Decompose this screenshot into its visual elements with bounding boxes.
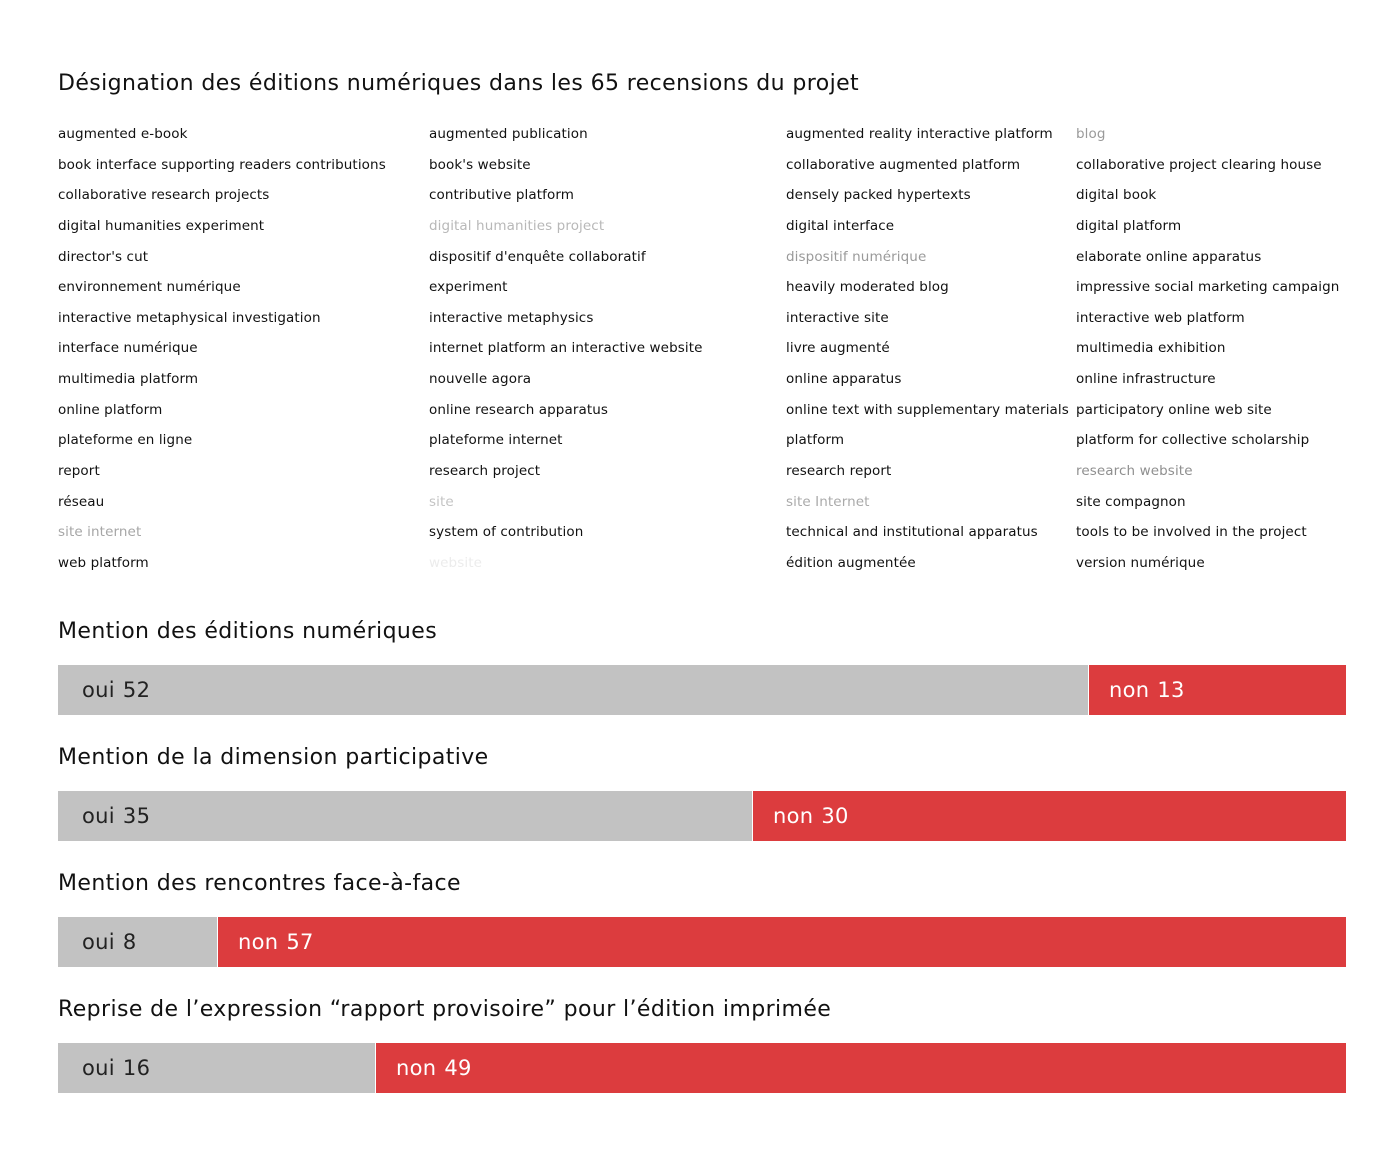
chart-3-oui-segment: [58, 917, 217, 967]
term-item: plateforme en ligne: [58, 432, 193, 449]
term-item: environnement numérique: [58, 279, 241, 296]
terms-column-3: [786, 124, 1069, 584]
term-item: interactive metaphysical investigation: [58, 309, 321, 326]
chart-1-non-name: non: [1109, 678, 1150, 702]
term-item: online platform: [58, 401, 163, 418]
term-item: nouvelle agora: [429, 371, 532, 388]
chart-2-title: Mention de la dimension participative: [58, 745, 489, 770]
chart-2-non-value: 30: [821, 804, 849, 828]
term-item: online text with supplementary materials: [786, 401, 1069, 418]
chart-1-non-segment: [1088, 665, 1346, 715]
term-item: report: [58, 463, 100, 480]
chart-2-oui-segment: [58, 791, 752, 841]
term-item: participatory online web site: [1076, 401, 1272, 418]
term-item: tools to be involved in the project: [1076, 524, 1307, 541]
chart-4-oui-name: oui: [82, 1056, 115, 1080]
term-item: website: [429, 554, 482, 571]
chart-4-non-value: 49: [444, 1056, 472, 1080]
term-item: collaborative research projects: [58, 187, 270, 204]
chart-4-oui-value: 16: [122, 1056, 151, 1080]
term-item: site Internet: [786, 493, 870, 510]
chart-3-non-value: 57: [286, 930, 314, 954]
term-item: interactive web platform: [1076, 309, 1245, 326]
chart-4-bar: [58, 1043, 1346, 1093]
terms-column-2: [429, 124, 703, 584]
chart-1-title: Mention des éditions numériques: [58, 619, 438, 644]
term-item: site: [429, 493, 454, 510]
term-item: online apparatus: [786, 371, 902, 388]
chart-2-bar: [58, 791, 1346, 841]
term-item: research project: [429, 463, 541, 480]
term-item: digital humanities experiment: [58, 217, 265, 234]
term-item: internet platform an interactive website: [429, 340, 703, 357]
term-item: online infrastructure: [1076, 371, 1216, 388]
term-item: impressive social marketing campaign: [1076, 279, 1340, 296]
term-item: digital humanities project: [429, 217, 605, 234]
term-item: collaborative project clearing house: [1076, 156, 1322, 173]
chart-1-non-value: 13: [1157, 678, 1185, 702]
term-item: heavily moderated blog: [786, 279, 949, 296]
term-item: contributive platform: [429, 187, 575, 204]
term-item: platform for collective scholarship: [1076, 432, 1310, 449]
term-item: interactive metaphysics: [429, 309, 594, 326]
term-item: site compagnon: [1076, 493, 1186, 510]
term-item: réseau: [58, 493, 105, 510]
chart-1-oui-name: oui: [82, 678, 115, 702]
term-item: research report: [786, 463, 892, 480]
chart-3-bar: [58, 917, 1346, 967]
chart-2-oui-name: oui: [82, 804, 115, 828]
chart-1-oui-segment: [58, 665, 1088, 715]
term-item: research website: [1076, 463, 1193, 480]
term-item: interface numérique: [58, 340, 198, 357]
chart-4-title: Reprise de l’expression “rapport provisoire” pour l’édition imprimée: [58, 997, 832, 1022]
term-item: book interface supporting readers contributions: [58, 156, 386, 173]
term-item: book's website: [429, 156, 531, 173]
term-item: digital platform: [1076, 217, 1182, 234]
chart-1-bar: [58, 665, 1346, 715]
term-item: platform: [786, 432, 845, 449]
term-item: version numérique: [1076, 554, 1205, 571]
term-item: technical and institutional apparatus: [786, 524, 1038, 541]
term-item: augmented e-book: [58, 126, 188, 142]
term-item: multimedia platform: [58, 371, 199, 388]
term-item: experiment: [429, 279, 508, 296]
term-item: digital interface: [786, 217, 895, 234]
chart-4-oui-segment: [58, 1043, 375, 1093]
term-item: blog: [1076, 126, 1106, 142]
terms-section-title: Désignation des éditions numériques dans les 65 recensions du projet: [58, 71, 860, 96]
term-item: system of contribution: [429, 524, 584, 541]
term-item: collaborative augmented platform: [786, 156, 1021, 173]
term-item: web platform: [58, 554, 149, 571]
term-item: dispositif d'enquête collaboratif: [429, 248, 646, 265]
chart-4-non-segment: [375, 1043, 1346, 1093]
term-item: elaborate online apparatus: [1076, 248, 1262, 265]
term-item: online research apparatus: [429, 401, 609, 418]
chart-3-oui-value: 8: [122, 930, 137, 954]
term-item: augmented reality interactive platform: [786, 126, 1053, 142]
term-item: densely packed hypertexts: [786, 187, 971, 204]
term-item: augmented publication: [429, 126, 588, 142]
term-item: digital book: [1076, 187, 1157, 204]
chart-3-oui-name: oui: [82, 930, 115, 954]
term-item: édition augmentée: [786, 554, 916, 571]
chart-2-non-segment: [752, 791, 1346, 841]
term-item: director's cut: [58, 248, 149, 265]
term-item: livre augmenté: [786, 340, 890, 357]
terms-column-1: [58, 124, 386, 584]
chart-2-oui-value: 35: [122, 804, 151, 828]
chart-3-non-segment: [217, 917, 1346, 967]
terms-column-4: [1076, 124, 1339, 584]
chart-2-non-name: non: [773, 804, 814, 828]
term-item: interactive site: [786, 309, 889, 326]
chart-3-title: Mention des rencontres face-à-face: [58, 871, 461, 896]
chart-1-oui-value: 52: [122, 678, 151, 702]
term-item: dispositif numérique: [786, 248, 927, 265]
term-item: multimedia exhibition: [1076, 340, 1226, 357]
term-item: plateforme internet: [429, 432, 563, 449]
term-item: site internet: [58, 524, 142, 541]
chart-3-non-name: non: [238, 930, 279, 954]
chart-4-non-name: non: [396, 1056, 437, 1080]
